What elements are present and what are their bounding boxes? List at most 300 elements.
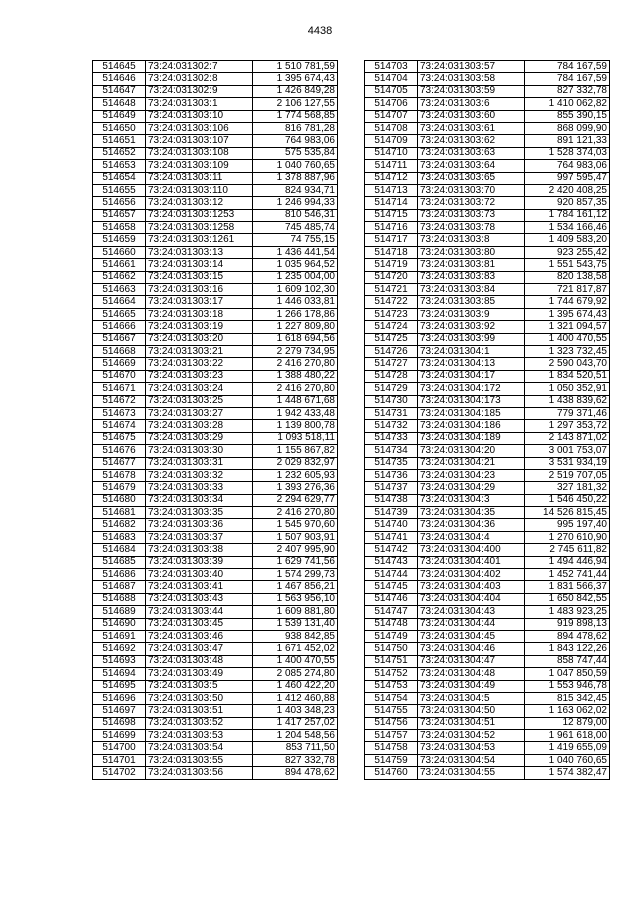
value-cell: 2 279 734,95 xyxy=(253,345,338,357)
value-cell: 1 155 867,82 xyxy=(253,445,338,457)
value-cell: 1 528 374,03 xyxy=(525,147,610,159)
row-number-cell: 514680 xyxy=(93,494,146,506)
row-number-cell: 514686 xyxy=(93,569,146,581)
table-row xyxy=(93,358,338,370)
table-row xyxy=(365,469,610,481)
value-cell: 1 395 674,43 xyxy=(525,308,610,320)
row-number-cell: 514760 xyxy=(365,767,418,779)
value-cell: 1 507 903,91 xyxy=(253,531,338,543)
value-cell: 891 121,33 xyxy=(525,135,610,147)
row-number-cell: 514698 xyxy=(93,717,146,729)
row-number-cell: 514656 xyxy=(93,197,146,209)
value-cell: 74 755,15 xyxy=(253,234,338,246)
table-row xyxy=(365,457,610,469)
table-row xyxy=(93,630,338,642)
row-number-cell: 514731 xyxy=(365,407,418,419)
value-cell: 894 478,62 xyxy=(253,767,338,779)
value-cell: 2 519 707,05 xyxy=(525,469,610,481)
cadastral-number-cell: 73:24:031304:20 xyxy=(418,445,525,457)
row-number-cell: 514719 xyxy=(365,259,418,271)
table-row xyxy=(365,147,610,159)
row-number-cell: 514688 xyxy=(93,593,146,605)
cadastral-number-cell: 73:24:031303:57 xyxy=(418,61,525,73)
value-cell: 853 711,50 xyxy=(253,742,338,754)
cadastral-number-cell: 73:24:031304:13 xyxy=(418,358,525,370)
table-row xyxy=(365,271,610,283)
row-number-cell: 514740 xyxy=(365,519,418,531)
value-cell: 815 342,45 xyxy=(525,692,610,704)
row-number-cell: 514742 xyxy=(365,544,418,556)
row-number-cell: 514670 xyxy=(93,370,146,382)
row-number-cell: 514750 xyxy=(365,643,418,655)
row-number-cell: 514645 xyxy=(93,61,146,73)
cadastral-number-cell: 73:24:031303:56 xyxy=(146,767,253,779)
table-row xyxy=(365,308,610,320)
cadastral-number-cell: 73:24:031303:52 xyxy=(146,717,253,729)
table-row xyxy=(365,668,610,680)
cadastral-number-cell: 73:24:031304:400 xyxy=(418,544,525,556)
table-row xyxy=(93,122,338,134)
row-number-cell: 514757 xyxy=(365,730,418,742)
table-row xyxy=(365,767,610,779)
row-number-cell: 514759 xyxy=(365,754,418,766)
cadastral-number-cell: 73:24:031303:19 xyxy=(146,321,253,333)
row-number-cell: 514679 xyxy=(93,482,146,494)
cadastral-number-cell: 73:24:031303:33 xyxy=(146,482,253,494)
row-number-cell: 514690 xyxy=(93,618,146,630)
cadastral-number-cell: 73:24:031303:51 xyxy=(146,705,253,717)
table-row xyxy=(365,531,610,543)
table-row xyxy=(365,519,610,531)
value-cell: 1 551 543,75 xyxy=(525,259,610,271)
cadastral-number-cell: 73:24:031303:50 xyxy=(146,692,253,704)
row-number-cell: 514652 xyxy=(93,147,146,159)
table-row xyxy=(93,85,338,97)
row-number-cell: 514668 xyxy=(93,345,146,357)
table-row xyxy=(93,246,338,258)
row-number-cell: 514718 xyxy=(365,246,418,258)
value-cell: 1 448 671,68 xyxy=(253,395,338,407)
cadastral-number-cell: 73:24:031303:34 xyxy=(146,494,253,506)
value-cell: 1 784 161,12 xyxy=(525,209,610,221)
value-cell: 1 831 566,37 xyxy=(525,581,610,593)
table-row xyxy=(93,271,338,283)
cadastral-number-cell: 73:24:031303:109 xyxy=(146,160,253,172)
cadastral-number-cell: 73:24:031303:70 xyxy=(418,184,525,196)
cadastral-number-cell: 73:24:031304:189 xyxy=(418,432,525,444)
table-row xyxy=(365,630,610,642)
page-number: 4438 xyxy=(307,25,333,37)
value-cell: 1 403 348,23 xyxy=(253,705,338,717)
row-number-cell: 514655 xyxy=(93,184,146,196)
table-row xyxy=(365,209,610,221)
value-cell: 1 483 923,25 xyxy=(525,606,610,618)
table-row xyxy=(93,445,338,457)
table-row xyxy=(93,209,338,221)
row-number-cell: 514681 xyxy=(93,507,146,519)
cadastral-number-cell: 73:24:031303:37 xyxy=(146,531,253,543)
row-number-cell: 514747 xyxy=(365,606,418,618)
table-row xyxy=(365,73,610,85)
table-row xyxy=(365,160,610,172)
value-cell: 1 139 800,78 xyxy=(253,420,338,432)
row-number-cell: 514739 xyxy=(365,507,418,519)
table-row xyxy=(93,222,338,234)
cadastral-number-cell: 73:24:031303:60 xyxy=(418,110,525,122)
table-row xyxy=(365,407,610,419)
table-row xyxy=(365,333,610,345)
value-cell: 824 934,71 xyxy=(253,184,338,196)
value-cell: 2 420 408,25 xyxy=(525,184,610,196)
table-row xyxy=(365,135,610,147)
cadastral-number-cell: 73:24:031303:61 xyxy=(418,122,525,134)
cadastral-number-cell: 73:24:031303:27 xyxy=(146,407,253,419)
value-cell: 1 467 856,21 xyxy=(253,581,338,593)
row-number-cell: 514727 xyxy=(365,358,418,370)
row-number-cell: 514693 xyxy=(93,655,146,667)
value-cell: 1 235 004,00 xyxy=(253,271,338,283)
table-row xyxy=(93,556,338,568)
value-cell: 784 167,59 xyxy=(525,73,610,85)
cadastral-number-cell: 73:24:031303:106 xyxy=(146,122,253,134)
cadastral-number-cell: 73:24:031303:31 xyxy=(146,457,253,469)
value-cell: 923 255,42 xyxy=(525,246,610,258)
cadastral-number-cell: 73:24:031303:84 xyxy=(418,284,525,296)
cadastral-number-cell: 73:24:031304:29 xyxy=(418,482,525,494)
value-cell: 1 460 422,20 xyxy=(253,680,338,692)
value-cell: 2 407 995,90 xyxy=(253,544,338,556)
row-number-cell: 514659 xyxy=(93,234,146,246)
table-row xyxy=(93,742,338,754)
cadastral-number-cell: 73:24:031303:44 xyxy=(146,606,253,618)
value-cell: 327 181,32 xyxy=(525,482,610,494)
table-row xyxy=(365,507,610,519)
value-cell: 816 781,28 xyxy=(253,122,338,134)
table-row xyxy=(93,432,338,444)
register-table-right xyxy=(364,60,610,780)
row-number-cell: 514685 xyxy=(93,556,146,568)
cadastral-number-cell: 73:24:031303:20 xyxy=(146,333,253,345)
value-cell: 820 138,58 xyxy=(525,271,610,283)
table-row xyxy=(93,110,338,122)
value-cell: 1 232 605,93 xyxy=(253,469,338,481)
table-row xyxy=(93,618,338,630)
cadastral-number-cell: 73:24:031303:18 xyxy=(146,308,253,320)
cadastral-number-cell: 73:24:031303:64 xyxy=(418,160,525,172)
row-number-cell: 514669 xyxy=(93,358,146,370)
row-number-cell: 514703 xyxy=(365,61,418,73)
value-cell: 1 266 178,86 xyxy=(253,308,338,320)
table-row xyxy=(93,160,338,172)
row-number-cell: 514666 xyxy=(93,321,146,333)
value-cell: 784 167,59 xyxy=(525,61,610,73)
row-number-cell: 514707 xyxy=(365,110,418,122)
value-cell: 779 371,46 xyxy=(525,407,610,419)
row-number-cell: 514646 xyxy=(93,73,146,85)
table-row xyxy=(93,420,338,432)
value-cell: 997 595,47 xyxy=(525,172,610,184)
table-row xyxy=(93,680,338,692)
table-row xyxy=(365,655,610,667)
table-row xyxy=(93,284,338,296)
cadastral-number-cell: 73:24:031303:6 xyxy=(418,98,525,110)
table-row xyxy=(93,593,338,605)
value-cell: 1 400 470,55 xyxy=(525,333,610,345)
table-row xyxy=(365,606,610,618)
row-number-cell: 514683 xyxy=(93,531,146,543)
value-cell: 1 438 839,62 xyxy=(525,395,610,407)
value-cell: 2 416 270,80 xyxy=(253,358,338,370)
cadastral-number-cell: 73:24:031303:1261 xyxy=(146,234,253,246)
value-cell: 1 323 732,45 xyxy=(525,345,610,357)
value-cell: 1 040 760,65 xyxy=(525,754,610,766)
cadastral-number-cell: 73:24:031304:35 xyxy=(418,507,525,519)
cadastral-number-cell: 73:24:031303:48 xyxy=(146,655,253,667)
row-number-cell: 514684 xyxy=(93,544,146,556)
value-cell: 1 563 956,10 xyxy=(253,593,338,605)
table-row xyxy=(365,383,610,395)
cadastral-number-cell: 73:24:031303:32 xyxy=(146,469,253,481)
row-number-cell: 514715 xyxy=(365,209,418,221)
cadastral-number-cell: 73:24:031303:14 xyxy=(146,259,253,271)
cadastral-number-cell: 73:24:031303:78 xyxy=(418,222,525,234)
row-number-cell: 514743 xyxy=(365,556,418,568)
table-row xyxy=(365,370,610,382)
cadastral-number-cell: 73:24:031303:55 xyxy=(146,754,253,766)
row-number-cell: 514737 xyxy=(365,482,418,494)
cadastral-number-cell: 73:24:031303:13 xyxy=(146,246,253,258)
row-number-cell: 514735 xyxy=(365,457,418,469)
cadastral-number-cell: 73:24:031303:40 xyxy=(146,569,253,581)
cadastral-number-cell: 73:24:031303:73 xyxy=(418,209,525,221)
table-row xyxy=(365,395,610,407)
row-number-cell: 514674 xyxy=(93,420,146,432)
table-row xyxy=(365,705,610,717)
table-row xyxy=(93,531,338,543)
row-number-cell: 514714 xyxy=(365,197,418,209)
value-cell: 1 650 842,55 xyxy=(525,593,610,605)
value-cell: 2 416 270,80 xyxy=(253,507,338,519)
value-cell: 1 388 480,22 xyxy=(253,370,338,382)
row-number-cell: 514671 xyxy=(93,383,146,395)
row-number-cell: 514676 xyxy=(93,445,146,457)
row-number-cell: 514721 xyxy=(365,284,418,296)
value-cell: 827 332,78 xyxy=(253,754,338,766)
table-row xyxy=(365,581,610,593)
row-number-cell: 514664 xyxy=(93,296,146,308)
value-cell: 1 436 441,54 xyxy=(253,246,338,258)
table-row xyxy=(93,98,338,110)
value-cell: 745 485,74 xyxy=(253,222,338,234)
row-number-cell: 514675 xyxy=(93,432,146,444)
value-cell: 1 246 994,33 xyxy=(253,197,338,209)
value-cell: 1 843 122,26 xyxy=(525,643,610,655)
cadastral-number-cell: 73:24:031303:43 xyxy=(146,593,253,605)
cadastral-number-cell: 73:24:031303:85 xyxy=(418,296,525,308)
row-number-cell: 514678 xyxy=(93,469,146,481)
cadastral-number-cell: 73:24:031303:29 xyxy=(146,432,253,444)
value-cell: 1 393 276,36 xyxy=(253,482,338,494)
value-cell: 894 478,62 xyxy=(525,630,610,642)
table-row xyxy=(365,643,610,655)
table-row xyxy=(93,457,338,469)
value-cell: 1 609 102,30 xyxy=(253,284,338,296)
cadastral-number-cell: 73:24:031303:11 xyxy=(146,172,253,184)
row-number-cell: 514728 xyxy=(365,370,418,382)
cadastral-number-cell: 73:24:031303:28 xyxy=(146,420,253,432)
cadastral-number-cell: 73:24:031303:62 xyxy=(418,135,525,147)
table-row xyxy=(93,197,338,209)
row-number-cell: 514661 xyxy=(93,259,146,271)
cadastral-number-cell: 73:24:031303:53 xyxy=(146,730,253,742)
cadastral-number-cell: 73:24:031303:35 xyxy=(146,507,253,519)
row-number-cell: 514702 xyxy=(93,767,146,779)
table-row xyxy=(365,717,610,729)
table-row xyxy=(93,345,338,357)
row-number-cell: 514711 xyxy=(365,160,418,172)
row-number-cell: 514754 xyxy=(365,692,418,704)
value-cell: 1 618 694,56 xyxy=(253,333,338,345)
cadastral-number-cell: 73:24:031304:47 xyxy=(418,655,525,667)
cadastral-number-cell: 73:24:031303:1258 xyxy=(146,222,253,234)
table-row xyxy=(365,246,610,258)
table-row xyxy=(93,184,338,196)
value-cell: 920 857,35 xyxy=(525,197,610,209)
cadastral-number-cell: 73:24:031304:52 xyxy=(418,730,525,742)
value-cell: 858 747,44 xyxy=(525,655,610,667)
table-row xyxy=(93,234,338,246)
row-number-cell: 514665 xyxy=(93,308,146,320)
value-cell: 1 774 568,85 xyxy=(253,110,338,122)
value-cell: 1 609 881,80 xyxy=(253,606,338,618)
table-row xyxy=(93,668,338,680)
row-number-cell: 514713 xyxy=(365,184,418,196)
value-cell: 1 050 352,91 xyxy=(525,383,610,395)
value-cell: 575 535,84 xyxy=(253,147,338,159)
table-row xyxy=(365,544,610,556)
row-number-cell: 514695 xyxy=(93,680,146,692)
row-number-cell: 514716 xyxy=(365,222,418,234)
row-number-cell: 514677 xyxy=(93,457,146,469)
row-number-cell: 514653 xyxy=(93,160,146,172)
table-row xyxy=(365,61,610,73)
cadastral-number-cell: 73:24:031304:4 xyxy=(418,531,525,543)
cadastral-number-cell: 73:24:031303:16 xyxy=(146,284,253,296)
cadastral-number-cell: 73:24:031304:5 xyxy=(418,692,525,704)
cadastral-number-cell: 73:24:031304:185 xyxy=(418,407,525,419)
value-cell: 1 574 299,73 xyxy=(253,569,338,581)
table-row xyxy=(365,742,610,754)
value-cell: 1 446 033,81 xyxy=(253,296,338,308)
cadastral-number-cell: 73:24:031303:39 xyxy=(146,556,253,568)
value-cell: 3 001 753,07 xyxy=(525,445,610,457)
cadastral-number-cell: 73:24:031303:99 xyxy=(418,333,525,345)
cadastral-number-cell: 73:24:031303:45 xyxy=(146,618,253,630)
value-cell: 14 526 815,45 xyxy=(525,507,610,519)
table-row xyxy=(93,767,338,779)
cadastral-number-cell: 73:24:031303:41 xyxy=(146,581,253,593)
table-row xyxy=(93,519,338,531)
value-cell: 1 400 470,55 xyxy=(253,655,338,667)
table-row xyxy=(365,85,610,97)
row-number-cell: 514725 xyxy=(365,333,418,345)
value-cell: 3 531 934,19 xyxy=(525,457,610,469)
row-number-cell: 514756 xyxy=(365,717,418,729)
value-cell: 1 574 382,47 xyxy=(525,767,610,779)
row-number-cell: 514667 xyxy=(93,333,146,345)
value-cell: 1 093 518,11 xyxy=(253,432,338,444)
table-row xyxy=(93,730,338,742)
table-row xyxy=(365,110,610,122)
cadastral-number-cell: 73:24:031303:24 xyxy=(146,383,253,395)
cadastral-number-cell: 73:24:031303:36 xyxy=(146,519,253,531)
cadastral-number-cell: 73:24:031303:9 xyxy=(418,308,525,320)
value-cell: 1 426 849,28 xyxy=(253,85,338,97)
row-number-cell: 514745 xyxy=(365,581,418,593)
table-row xyxy=(93,569,338,581)
value-cell: 2 294 629,77 xyxy=(253,494,338,506)
row-number-cell: 514651 xyxy=(93,135,146,147)
row-number-cell: 514752 xyxy=(365,668,418,680)
value-cell: 1 227 809,80 xyxy=(253,321,338,333)
cadastral-number-cell: 73:24:031303:59 xyxy=(418,85,525,97)
row-number-cell: 514748 xyxy=(365,618,418,630)
cadastral-number-cell: 73:24:031304:48 xyxy=(418,668,525,680)
value-cell: 12 879,00 xyxy=(525,717,610,729)
register-table-left xyxy=(92,60,338,780)
cadastral-number-cell: 73:24:031303:58 xyxy=(418,73,525,85)
value-cell: 995 197,40 xyxy=(525,519,610,531)
cadastral-number-cell: 73:24:031303:38 xyxy=(146,544,253,556)
table-row xyxy=(365,618,610,630)
cadastral-number-cell: 73:24:031303:8 xyxy=(418,234,525,246)
value-cell: 1 395 674,43 xyxy=(253,73,338,85)
table-row xyxy=(365,730,610,742)
value-cell: 1 321 094,57 xyxy=(525,321,610,333)
table-row xyxy=(93,717,338,729)
row-number-cell: 514709 xyxy=(365,135,418,147)
row-number-cell: 514704 xyxy=(365,73,418,85)
table-row xyxy=(93,333,338,345)
table-row xyxy=(93,383,338,395)
row-number-cell: 514753 xyxy=(365,680,418,692)
value-cell: 1 494 446,94 xyxy=(525,556,610,568)
table-row xyxy=(93,606,338,618)
row-number-cell: 514705 xyxy=(365,85,418,97)
cadastral-number-cell: 73:24:031302:7 xyxy=(146,61,253,73)
cadastral-number-cell: 73:24:031303:107 xyxy=(146,135,253,147)
value-cell: 868 099,90 xyxy=(525,122,610,134)
value-cell: 2 745 611,82 xyxy=(525,544,610,556)
cadastral-number-cell: 73:24:031304:172 xyxy=(418,383,525,395)
table-row xyxy=(93,469,338,481)
table-row xyxy=(93,61,338,73)
table-row xyxy=(365,184,610,196)
table-row xyxy=(365,482,610,494)
row-number-cell: 514696 xyxy=(93,692,146,704)
table-row xyxy=(365,98,610,110)
value-cell: 1 961 618,00 xyxy=(525,730,610,742)
table-row xyxy=(93,754,338,766)
table-row xyxy=(93,544,338,556)
table-row xyxy=(365,296,610,308)
table-row xyxy=(365,692,610,704)
row-number-cell: 514663 xyxy=(93,284,146,296)
table-row xyxy=(365,321,610,333)
table-row xyxy=(365,556,610,568)
value-cell: 1 942 433,48 xyxy=(253,407,338,419)
value-cell: 2 029 832,97 xyxy=(253,457,338,469)
